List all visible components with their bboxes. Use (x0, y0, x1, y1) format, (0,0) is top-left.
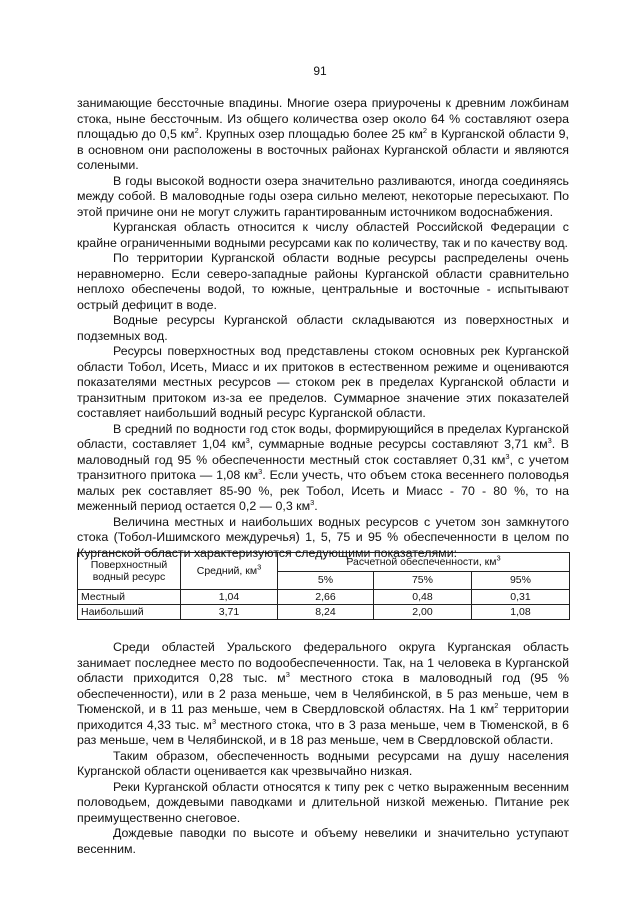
superscript: 3 (285, 669, 290, 679)
text-run: Ресурсы поверхностных вод представлены стоком основных рек Курганской области Тобол, Исеть, Миасс и их притоков в естественном режиме и оцениваются показателями местных ресурсов — стоком рек в пределах Курганской области и транзитным притоком из-за ее пределов. Суммарное значение этих показателей составляет наибольший водный ресурс Курганской области. (77, 344, 569, 420)
text-run: , с учетом транзитного притока — 1,08 км (77, 452, 569, 482)
text-run: . В маловодный год 95 % обеспеченности местный сток составляет 0,31 км (77, 437, 569, 467)
header-calculated-supply: Расчетной обеспеченности, $км^3$ (278, 553, 570, 572)
text-run: В годы высокой водности озера значительно разливаются, иногда соединяясь между собой. В маловодные годы озера сильно мелеют, некоторые пересыхают. По этой причине они не могут служить гарантированным источником водоснабжения. (77, 173, 569, 219)
water-resources-table (77, 552, 570, 620)
paragraph (77, 344, 569, 422)
subheader-75: 75% (373, 571, 471, 590)
cell-95: 1,08 (471, 605, 569, 620)
paragraph (77, 220, 569, 251)
cell-95: 0,31 (471, 590, 569, 605)
text-run: территории приходится 4,33 тыс. м (77, 702, 570, 732)
superscript: 2 (494, 700, 499, 710)
table-row (78, 605, 570, 620)
text-run: местного стока, что в 3 раза меньше, чем в Тюменской, в 6 раз меньше, чем в Челябинской, и в 18 раз меньше, чем в Свердловской области. (77, 717, 569, 747)
paragraph (77, 251, 569, 313)
superscript: 2 (422, 125, 428, 135)
table-row (78, 590, 570, 605)
text-run: Среди областей Уральского федерального округа Курганская область занимает последнее место по водообеспеченности. Так, на 1 человека в Курганской области приходится 0,28 тыс. м (77, 640, 569, 685)
paragraph (77, 640, 569, 749)
text-run: , суммарные водные ресурсы составляют 3,71 км (249, 437, 548, 451)
header-surface-resource: Поверхностный водный ресурс (78, 553, 181, 590)
text-run: занимающие бессточные впадины. Многие озера приурочены к древним ложбинам стока, ныне бессточным. Из общего количества озер около 64 % составляют озера площадью до 0,5 км (77, 96, 569, 141)
superscript: 3 (211, 716, 217, 726)
text-run: Водные ресурсы Курганской области складываются из поверхностных и подземных вод. (77, 313, 569, 343)
paragraph (77, 422, 569, 515)
row-label: Наибольший (78, 605, 181, 620)
row-label: Местный (78, 590, 181, 605)
text-run: Курганская область относится к числу областей Российской Федерации с крайне ограниченными водными ресурсами как по количеству, так и по качеству вод. (77, 220, 569, 250)
cell-5: 2,66 (278, 590, 374, 605)
cell-mean: 1,04 (181, 590, 278, 605)
cell-75: 2,00 (373, 605, 471, 620)
text-run: Таким образом, обеспеченность водными ресурсами на душу населения Курганской области оценивается как чрезвычайно низкая. (77, 748, 569, 778)
cell-75: 0,48 (373, 590, 471, 605)
text-run: По территории Курганской области водные ресурсы распределены очень неравномерно. Если северо-западные районы Курганской области сравнительно неплохо обеспечены водой, то южные, центральные и восточные - испытывают острый дефицит в воде. (77, 251, 569, 312)
text-run: . (314, 499, 318, 513)
superscript: 3 (505, 451, 510, 461)
text-run: в Курганской области 9, в основном они расположены в восточных районах Курганской области и являются солеными. (77, 127, 569, 172)
paragraph (77, 749, 569, 780)
text-block-lower (77, 640, 569, 857)
text-run: . Крупных озер площадью более 25 км (198, 127, 423, 141)
text-run: Величина местных и наибольших водных ресурсов с учетом зон замкнутого стока (Тобол-Ишимского междуречья) 1, 5, 75 и 95 % обеспеченности в целом по Курганской области характеризуются следующими показателями: (77, 514, 569, 560)
superscript: 3 (245, 435, 250, 445)
superscript: 3 (310, 497, 315, 507)
paragraph (77, 174, 569, 221)
subheader-95: 95% (471, 571, 569, 590)
text-run: В средний по водности год сток воды, формирующийся в пределах Курганской области, составляет 1,04 км (77, 421, 569, 451)
paragraph (77, 96, 569, 174)
header-mean: Средний, $км^3$ (181, 553, 278, 590)
text-run: местного стока в маловодный год (95 % обеспеченности), или в 2 раза меньше, чем в Челябинской, в 5 раз меньше, чем в Тюменской, и в 11 раз меньше, чем в Свердловской областях. На 1 км (77, 671, 569, 716)
superscript: 2 (194, 125, 199, 135)
paragraph (77, 780, 569, 827)
paragraph (77, 313, 569, 344)
text-run: Дождевые паводки по высоте и объему невелики и значительно уступают весенним. (77, 826, 569, 856)
paragraph (77, 826, 569, 857)
superscript: 3 (547, 435, 552, 445)
page-number: 91 (313, 64, 327, 78)
text-run: Реки Курганской области относятся к типу рек с четко выраженным весенним половодьем, дождевыми паводками и длительной низкой меженью. Питание рек преимущественно снеговое. (77, 779, 569, 825)
cell-5: 8,24 (278, 605, 374, 620)
text-block-upper (77, 96, 569, 561)
superscript: 3 (258, 466, 263, 476)
subheader-5: 5% (278, 571, 374, 590)
text-run: . Если учесть, что объем стока весеннего половодья малых рек составляет 85-90 %, рек Тобол, Исеть и Миасс - 70 - 80 %, то на меженный период остается 0,2 — 0,3 км (77, 468, 569, 513)
cell-mean: 3,71 (181, 605, 278, 620)
